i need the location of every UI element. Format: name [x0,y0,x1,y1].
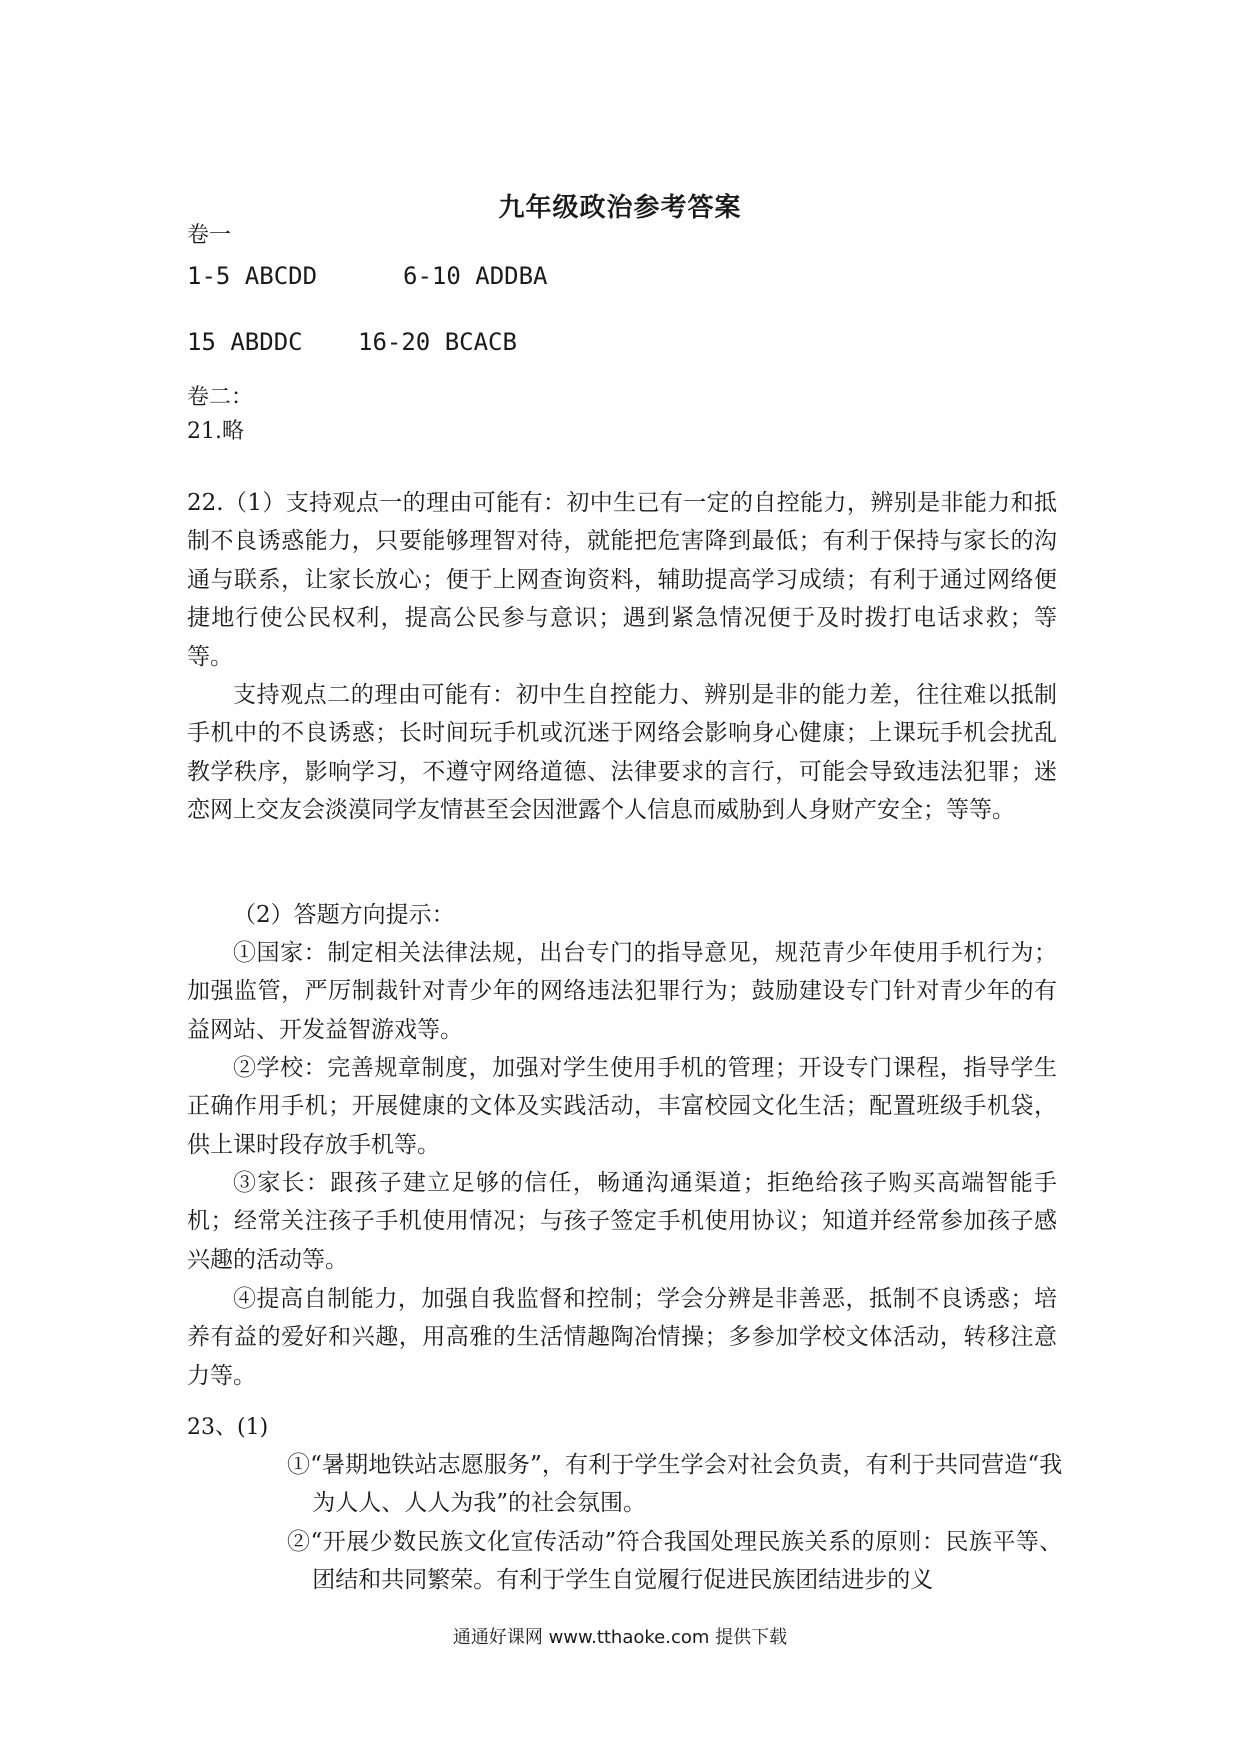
page-footer: 通通好课网 www.tthaoke.com 提供下载 [452,1627,788,1648]
answers-16-20: 16-20 BCACB [358,328,517,356]
q22-part1-view1: 22.（1）支持观点一的理由可能有：初中生已有一定的自控能力，辨别是非能力和抵制不良诱惑能力，只要能够理智对待，就能把危害降到最低；有利于保持与家长的沟通与联系，让家长放心；便于上网查询资料，辅助提高学习成绩；有利于通过网络便捷地行使公民权利，提高公民参与意识；遇到紧急情况便于及时拨打电话求救；等等。 [187,490,1057,670]
q23-item-2: ②“开展少数民族文化宣传活动”符合我国处理民族关系的原则：民族平等、团结和共同繁荣。有利于学生自觉履行促进民族团结进步的义 [287,1529,1063,1594]
q22-part2-heading: （2）答题方向提示： [233,902,455,928]
answers-6-10: 6-10 ADDBA [403,262,548,290]
q22-parent-measures: ③家长：跟孩子建立足够的信任，畅通沟通渠道；拒绝给孩子购买高端智能手机；经常关注孩子手机使用情况；与孩子签定手机使用协议；知道并经常参加孩子感兴趣的活动等。 [187,1170,1057,1273]
q23-heading: 23、(1) [187,1415,269,1440]
q23-item-1: ①“暑期地铁站志愿服务”，有利于学生学会对社会负责，有利于共同营造“我为人人、人人为我”的社会氛围。 [287,1452,1063,1517]
part2-heading: 卷二： [187,385,254,410]
q22-school-measures: ②学校：完善规章制度，加强对学生使用手机的管理；开设专门课程，指导学生正确作用手机；开展健康的文体及实践活动，丰富校园文化生活；配置班级手机袋，供上课时段存放手机等。 [187,1055,1057,1158]
q22-part1-view2: 支持观点二的理由可能有：初中生自控能力、辨别是非的能力差，往往难以抵制手机中的不良诱惑；长时间玩手机或沉迷于网络会影响身心健康；上课玩手机会扰乱教学秩序，影响学习，不遵守网络道德、法律要求的言行，可能会导致违法犯罪；迷恋网上交友会淡漠同学友情甚至会因泄露个人信息而威胁到人身财产安全；等等。 [187,682,1057,824]
answers-1-5: 1-5 ABCDD [187,262,318,290]
page-title: 九年级政治参考答案 [498,193,742,223]
answers-11-15: 15 ABDDC [187,328,303,356]
q22-self-measures: ④提高自制能力，加强自我监督和控制；学会分辨是非善恶，抵制不良诱惑；培养有益的爱好和兴趣，用高雅的生活情趣陶冶情操；多参加学校文体活动，转移注意力等。 [187,1286,1057,1389]
part1-heading: 卷一 [187,223,232,248]
q22-state-measures: ①国家：制定相关法律法规，出台专门的指导意见，规范青少年使用手机行为；加强监管，严厉制裁针对青少年的网络违法犯罪行为；鼓励建设专门针对青少年的有益网站、开发益智游戏等。 [187,940,1057,1043]
q21-answer: 21.略 [187,419,244,444]
